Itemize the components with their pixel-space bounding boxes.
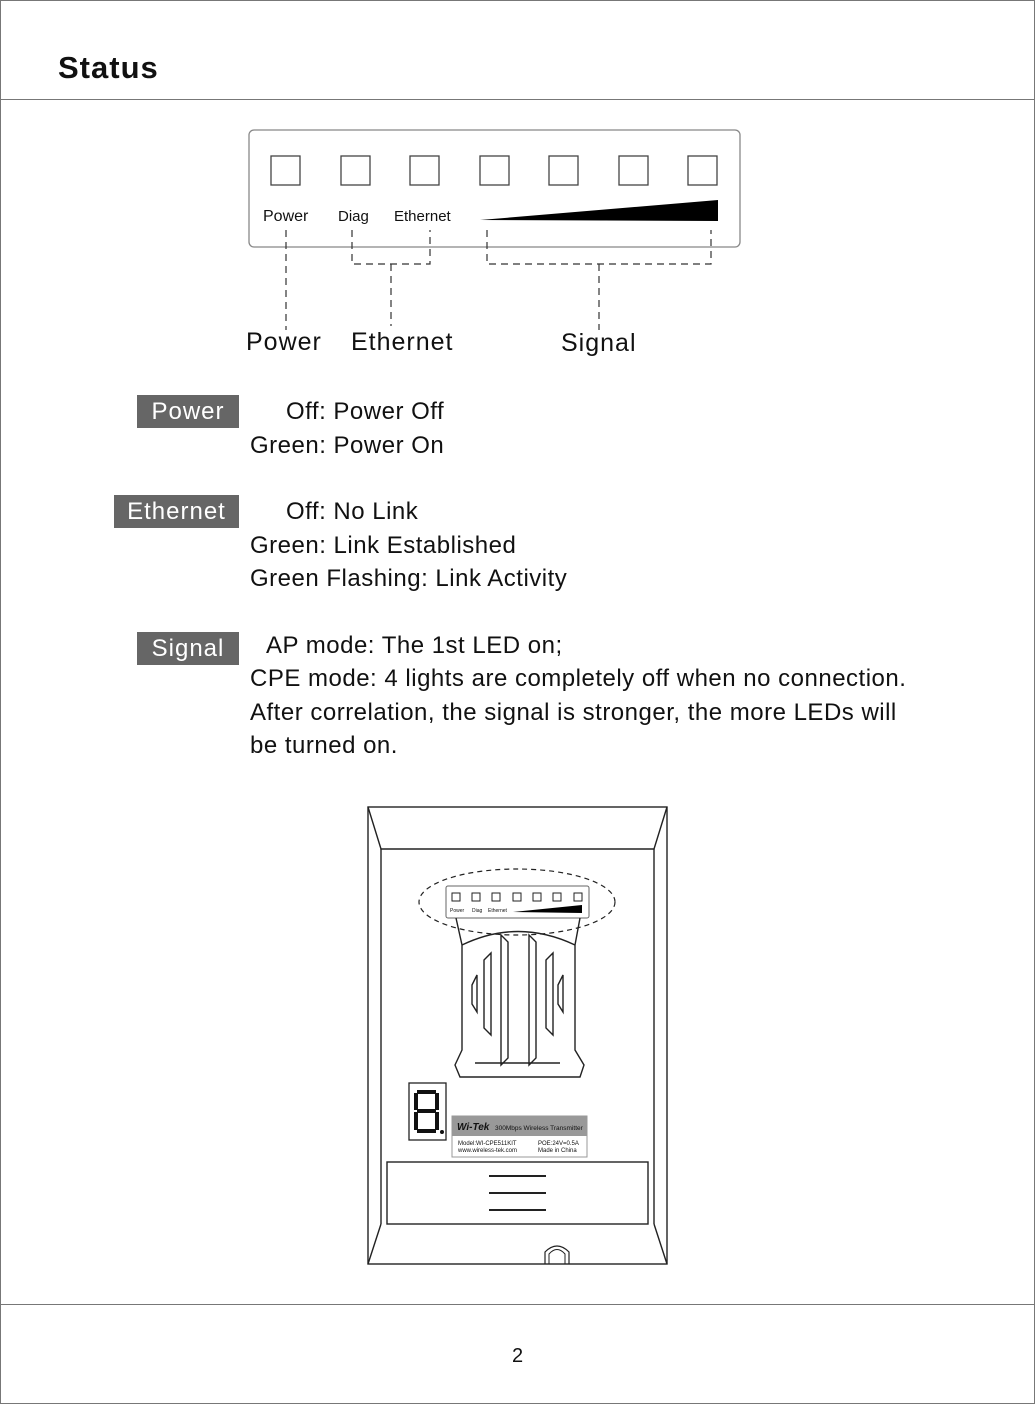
signal-desc-correlation: After correlation, the signal is stronger, the more LEDs will (250, 699, 897, 726)
device-illustration (368, 807, 667, 1264)
led-diag (341, 156, 370, 185)
mini-label-ethernet: Ethernet (488, 908, 507, 914)
callout-power: Power (246, 328, 322, 356)
panel-label-power: Power (263, 208, 309, 225)
panel-label-diag: Diag (338, 208, 369, 225)
led-panel-diagram (249, 130, 740, 330)
led-signal-2 (549, 156, 578, 185)
page-number: 2 (511, 1345, 524, 1367)
led-signal-1 (480, 156, 509, 185)
led-ethernet (410, 156, 439, 185)
signal-desc-cpe: CPE mode: 4 lights are completely off when no connection. (250, 665, 907, 692)
device-website: www.wireless-tek.com (458, 1148, 518, 1154)
mini-led-panel (446, 886, 589, 918)
device-body (368, 807, 667, 1264)
led-panel-frame (249, 130, 740, 247)
callout-leader-lines (286, 230, 711, 330)
device-logo: Wi-Tek (457, 1122, 490, 1133)
ethernet-tag: Ethernet (114, 495, 239, 528)
signal-desc-continued: be turned on. (250, 732, 398, 759)
device-poe: POE:24V=0.5A (538, 1141, 579, 1147)
ethernet-desc-green: Green: Link Established (250, 532, 517, 559)
panel-highlight-ellipse (419, 869, 615, 935)
ethernet-desc-off: Off: No Link (286, 498, 419, 525)
device-model: Model:WI-CPE511KIT (458, 1141, 517, 1147)
page-title: Status (58, 50, 159, 85)
device-product-name: 300Mbps Wireless Transmitter (495, 1125, 583, 1132)
led-power (271, 156, 300, 185)
signal-desc-ap: AP mode: The 1st LED on; (266, 632, 563, 659)
panel-label-ethernet: Ethernet (394, 208, 451, 225)
signal-tag: Signal (137, 632, 239, 665)
signal-strength-wedge (480, 200, 718, 221)
led-signal-4 (688, 156, 717, 185)
device-origin: Made in China (538, 1148, 577, 1154)
ethernet-desc-flashing: Green Flashing: Link Activity (250, 565, 568, 592)
power-tag: Power (137, 395, 239, 428)
mini-label-power: Power (450, 908, 465, 914)
led-signal-3 (619, 156, 648, 185)
mini-label-diag: Diag (472, 908, 483, 914)
power-desc-off: Off: Power Off (286, 398, 445, 425)
callout-signal: Signal (561, 329, 637, 357)
power-desc-green: Green: Power On (250, 432, 445, 459)
callout-ethernet: Ethernet (351, 328, 454, 356)
